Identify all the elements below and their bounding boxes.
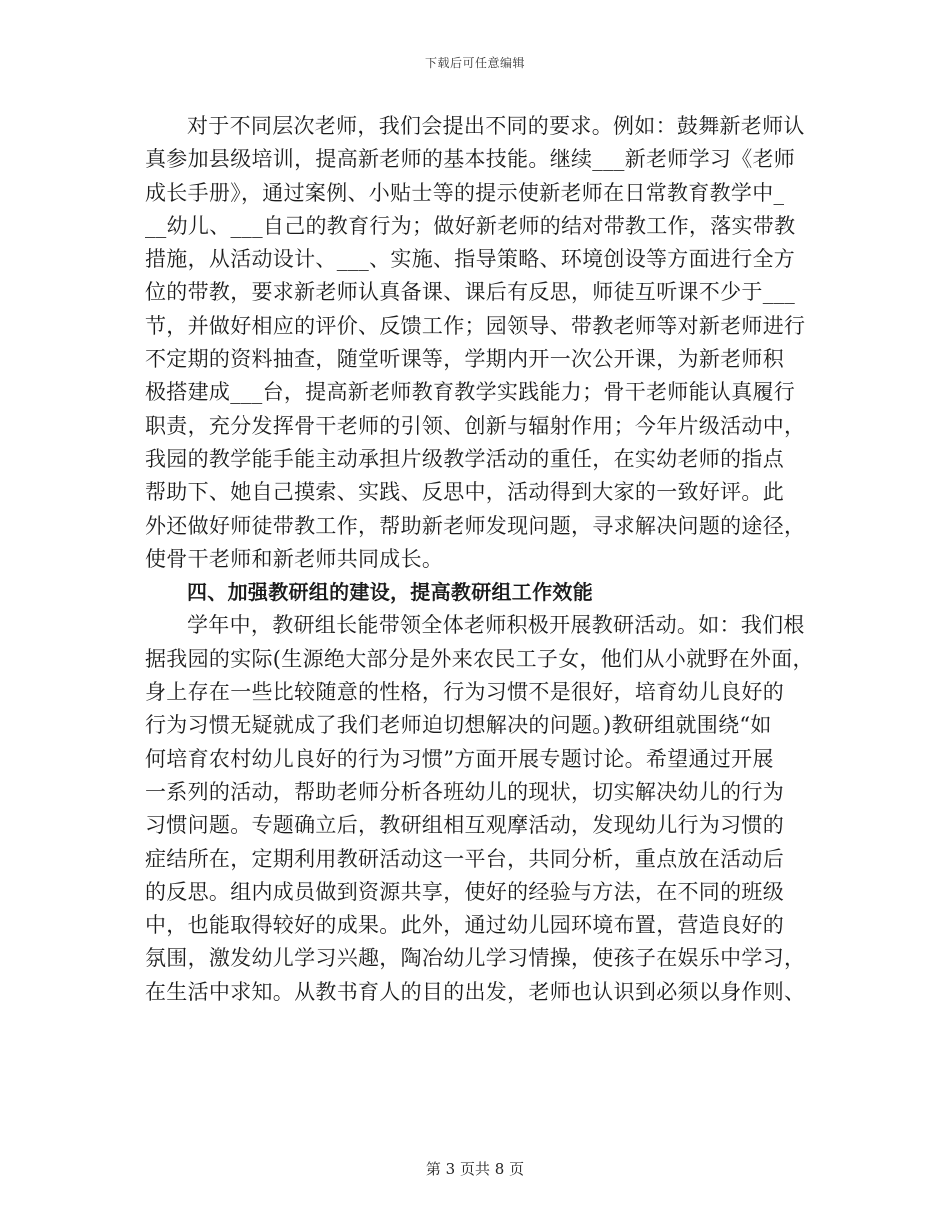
text-line: 对于不同层次老师，我们会提出不同的要求。例如：鼓舞新老师认 [187, 114, 805, 138]
paragraph-teacher-levels [145, 110, 805, 576]
text-line: 行为习惯无疑就成了我们老师迫切想解决的问题。)教研组就围绕“如 [145, 713, 772, 738]
text-line: 使骨干老师和新老师共同成长。 [145, 546, 444, 571]
text-line: 学年中，教研组长能带领全体老师积极开展教研活动。如：我们根 [187, 613, 805, 638]
text-line: __幼儿、___自己的教育行为；做好新老师的结对带教工作，落实带教 [145, 213, 796, 238]
text-line: 我园的教学能手能主动承担片级教学活动的重任，在实幼老师的指点 [145, 446, 784, 471]
text-line: 节，并做好相应的评价、反馈工作；园领导、带教老师等对新老师进行 [145, 313, 806, 338]
text-line: 措施，从活动设计、___、实施、指导策略、环境创设等方面进行全方 [145, 247, 796, 272]
text-line: 中，也能取得较好的成果。此外，通过幼儿园环境布置，营造良好的 [145, 913, 784, 938]
text-line: 的反思。组内成员做到资源共享，使好的经验与方法，在不同的班级 [145, 879, 784, 904]
text-line: 职责，充分发挥骨干老师的引领、创新与辐射作用；今年片级活动中， [145, 413, 806, 438]
text-line: 真参加县级培训，提高新老师的基本技能。继续___新老师学习《老师 [145, 147, 796, 172]
text-line: 极搭建成___台，提高新老师教育教学实践能力；骨干老师能认真履行 [145, 380, 796, 405]
text-line: 不定期的资料抽查，随堂听课等，学期内开一次公开课，为新老师积 [145, 347, 784, 372]
text-line: 帮助下、她自己摸索、实践、反思中，活动得到大家的一致好评。此 [145, 480, 784, 505]
document-body [145, 110, 814, 1009]
paragraph-research-group [145, 609, 814, 1009]
text-line: 症结所在，定期利用教研活动这一平台，共同分析，重点放在活动后 [145, 846, 784, 871]
text-line: 外还做好师徒带教工作，帮助新老师发现问题，寻求解决问题的途径， [145, 513, 806, 538]
text-line: 在生活中求知。从教书育人的目的出发，老师也认识到必须以身作则、 [145, 979, 806, 1004]
text-line: 位的带教，要求新老师认真备课、课后有反思，师徒互听课不少于___ [145, 280, 796, 305]
page-number: 第 3 页共 8 页 [425, 1160, 525, 1178]
page-header: 下载后可任意编辑 [424, 56, 525, 70]
text-line: 身上存在一些比较随意的性格，行为习惯不是很好，培育幼儿良好的 [145, 680, 784, 705]
text-line: 据我园的实际(生源绝大部分是外来农民工子女，他们从小就野在外面， [145, 646, 814, 671]
section-heading: 四、加强教研组的建设，提高教研组工作效能 [187, 580, 593, 605]
text-line: 氛围，激发幼儿学习兴趣，陶冶幼儿学习情操，使孩子在娱乐中学习， [145, 946, 806, 971]
text-line: 成长手册》，通过案例、小贴士等的提示使新老师在日常教育教学中_ [145, 180, 785, 205]
text-line: 一系列的活动，帮助老师分析各班幼儿的现状，切实解决幼儿的行为 [145, 779, 784, 804]
text-line: 习惯问题。专题确立后，教研组相互观摩活动，发现幼儿行为习惯的 [145, 813, 784, 838]
text-line: 何培育农村幼儿良好的行为习惯”方面开展专题讨论。希望通过开展 [145, 746, 774, 771]
